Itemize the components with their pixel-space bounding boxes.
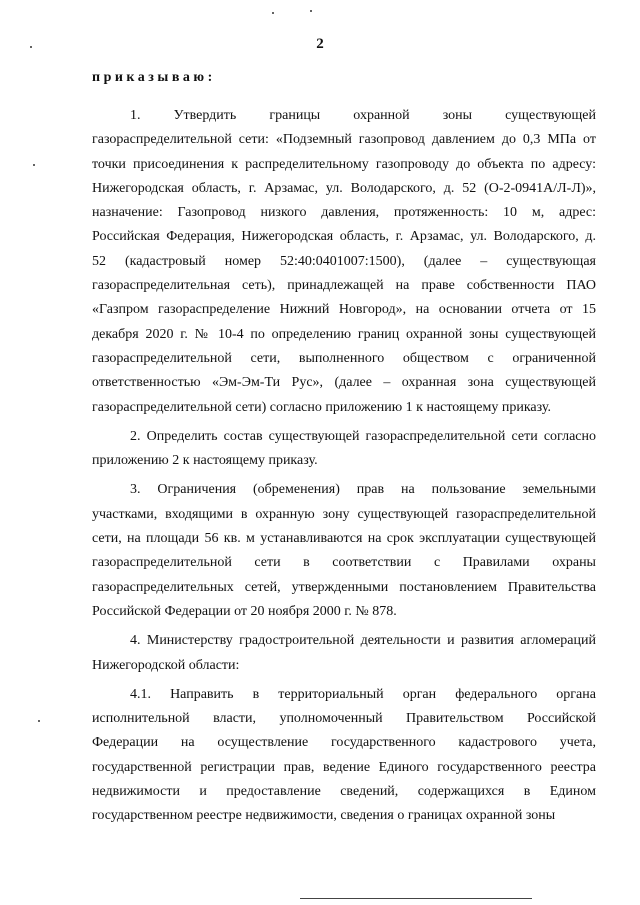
text-line bbox=[92, 449, 596, 473]
word: органа bbox=[556, 686, 596, 702]
word: в bbox=[252, 686, 260, 702]
word: с bbox=[487, 350, 494, 366]
word: ограниченной bbox=[512, 350, 596, 366]
scan-speck bbox=[272, 12, 274, 14]
text-line bbox=[92, 396, 596, 420]
word: 52 bbox=[92, 253, 106, 269]
text-line bbox=[92, 323, 596, 347]
text-line bbox=[92, 478, 596, 502]
word: государственном реестре недвижимости, сведения о границах охранной зоны bbox=[92, 808, 556, 824]
word: в bbox=[303, 555, 310, 571]
text-line bbox=[92, 225, 596, 249]
word: приложению 2 к настоящему приказу. bbox=[92, 453, 318, 469]
word: государственной регистрации прав, ведение Единого государственного реестра bbox=[92, 759, 596, 775]
scan-speck bbox=[38, 720, 40, 722]
scan-speck bbox=[310, 10, 312, 12]
word: выполненного bbox=[298, 350, 385, 366]
word: сети, bbox=[250, 350, 281, 366]
word: (далее bbox=[423, 253, 462, 269]
text-line bbox=[92, 551, 596, 575]
word: (обременения) bbox=[253, 482, 340, 498]
word: Российской bbox=[526, 711, 596, 727]
word: декабря 2020 г. № 10-4 по определению границ охранной зоны существующей bbox=[92, 326, 596, 342]
text-line bbox=[92, 250, 596, 274]
word: газораспределительной bbox=[92, 350, 232, 366]
word: Федерации bbox=[92, 735, 159, 751]
word: в bbox=[523, 784, 531, 800]
word: границы bbox=[269, 108, 321, 123]
word: «Газпром газораспределение Нижний Новгород», на основании отчета от 15 bbox=[92, 302, 596, 318]
text-line bbox=[92, 527, 596, 551]
word: на bbox=[180, 735, 195, 751]
word: пользование bbox=[431, 482, 506, 498]
word: зоны bbox=[442, 108, 473, 123]
text-line bbox=[92, 201, 596, 225]
word: Нижегородской области: bbox=[92, 657, 240, 673]
word: сети bbox=[254, 555, 281, 571]
word: кадастрового bbox=[458, 735, 537, 751]
word: 2. Определить состав существующей газораспределительной сети согласно bbox=[130, 428, 596, 444]
word: 4. Министерству градостроительной деятельности и развития агломераций bbox=[130, 633, 596, 649]
word: Правилами bbox=[462, 555, 530, 571]
word: соответствии bbox=[332, 555, 412, 571]
text-line bbox=[92, 683, 596, 707]
word: недвижимости bbox=[92, 784, 180, 800]
word: Направить bbox=[170, 686, 234, 702]
word: газораспределительных сетей, утвержденными постановлением Правительства bbox=[92, 579, 596, 595]
word: точки присоединения к распределительному газопроводу до объекта по адресу: bbox=[92, 156, 596, 172]
text-line bbox=[92, 731, 596, 755]
word: – bbox=[480, 253, 488, 269]
paragraph bbox=[92, 425, 596, 474]
text-line bbox=[92, 298, 596, 322]
text-line bbox=[92, 347, 596, 371]
word: существующей bbox=[505, 108, 596, 123]
word: сведений, bbox=[340, 784, 399, 800]
word: охранной bbox=[353, 108, 410, 123]
word: Утвердить bbox=[173, 108, 237, 123]
word: ответственностью «Эм-Эм-Ти Рус», (далее – охранная зона существующей bbox=[92, 375, 596, 391]
word: на bbox=[401, 482, 415, 498]
word: 4.1. bbox=[130, 686, 151, 702]
page-number: 2 bbox=[316, 36, 324, 52]
word: Российской Федерации от 20 ноября 2000 г. № 878. bbox=[92, 603, 397, 619]
text-line bbox=[92, 177, 596, 201]
word: газораспределительной сети) согласно приложению 1 к настоящему приказу. bbox=[92, 399, 551, 415]
order-heading: приказываю: bbox=[92, 70, 216, 85]
text-line bbox=[92, 153, 596, 177]
document-body bbox=[92, 104, 596, 829]
word: государственного bbox=[330, 735, 436, 751]
word: Российская Федерация, Нижегородская область, г. Арзамас, ул. Володарского, д. bbox=[92, 229, 596, 245]
word: участками, входящими в охранную зону существующей газораспределительной bbox=[92, 506, 596, 522]
text-line bbox=[92, 707, 596, 731]
word: обществом bbox=[402, 350, 469, 366]
scan-speck bbox=[30, 46, 32, 48]
paragraph bbox=[92, 683, 596, 829]
text-line bbox=[92, 600, 596, 624]
word: с bbox=[433, 555, 441, 571]
word: территориальный bbox=[278, 686, 384, 702]
word: предоставление bbox=[226, 784, 321, 800]
bottom-rule bbox=[300, 898, 532, 899]
word: 52:40:0401007:1500), bbox=[280, 253, 405, 269]
word: газораспределительной bbox=[92, 555, 232, 571]
word: Правительством bbox=[406, 711, 504, 727]
text-line bbox=[92, 371, 596, 395]
word: (кадастровый bbox=[124, 253, 206, 269]
paragraph bbox=[92, 629, 596, 678]
word: Едином bbox=[549, 784, 596, 800]
text-line bbox=[92, 780, 596, 804]
word: и bbox=[199, 784, 207, 800]
text-line bbox=[92, 629, 596, 653]
word: назначение: Газопровод низкого давления, протяженность: 10 м, адрес: bbox=[92, 205, 596, 221]
text-line bbox=[92, 756, 596, 780]
paragraph bbox=[92, 478, 596, 624]
text-line bbox=[92, 654, 596, 678]
word: 3. bbox=[130, 482, 141, 498]
text-line bbox=[92, 104, 596, 128]
word: существующая bbox=[506, 253, 596, 269]
word: газораспределительной сети: «Подземный газопровод давлением до 0,3 МПа от bbox=[92, 132, 596, 148]
word: сети, на площади 56 кв. м устанавливаются на срок эксплуатации существующей bbox=[92, 531, 596, 547]
word: орган bbox=[402, 686, 437, 702]
word: Нижегородская область, г. Арзамас, ул. Володарского, д. 52 (О-2-0941А/Л-Л)», bbox=[92, 180, 596, 196]
text-line bbox=[92, 804, 596, 828]
text-line bbox=[92, 576, 596, 600]
word: уполномоченный bbox=[279, 711, 383, 727]
word: Ограничения bbox=[157, 482, 237, 498]
word: газораспределительная сеть), принадлежащей на праве собственности ПАО bbox=[92, 278, 596, 294]
word: учета, bbox=[559, 735, 596, 751]
scan-speck bbox=[33, 164, 35, 166]
text-line bbox=[92, 128, 596, 152]
word: земельными bbox=[522, 482, 596, 498]
text-line bbox=[92, 425, 596, 449]
word: содержащихся bbox=[417, 784, 505, 800]
word: исполнительной bbox=[92, 711, 190, 727]
word: власти, bbox=[213, 711, 257, 727]
word: федерального bbox=[455, 686, 538, 702]
text-line bbox=[92, 274, 596, 298]
word: прав bbox=[356, 482, 385, 498]
word: охраны bbox=[552, 555, 596, 571]
word: осуществление bbox=[217, 735, 309, 751]
word: номер bbox=[224, 253, 262, 269]
paragraph bbox=[92, 104, 596, 420]
text-line bbox=[92, 503, 596, 527]
word: 1. bbox=[130, 108, 141, 123]
